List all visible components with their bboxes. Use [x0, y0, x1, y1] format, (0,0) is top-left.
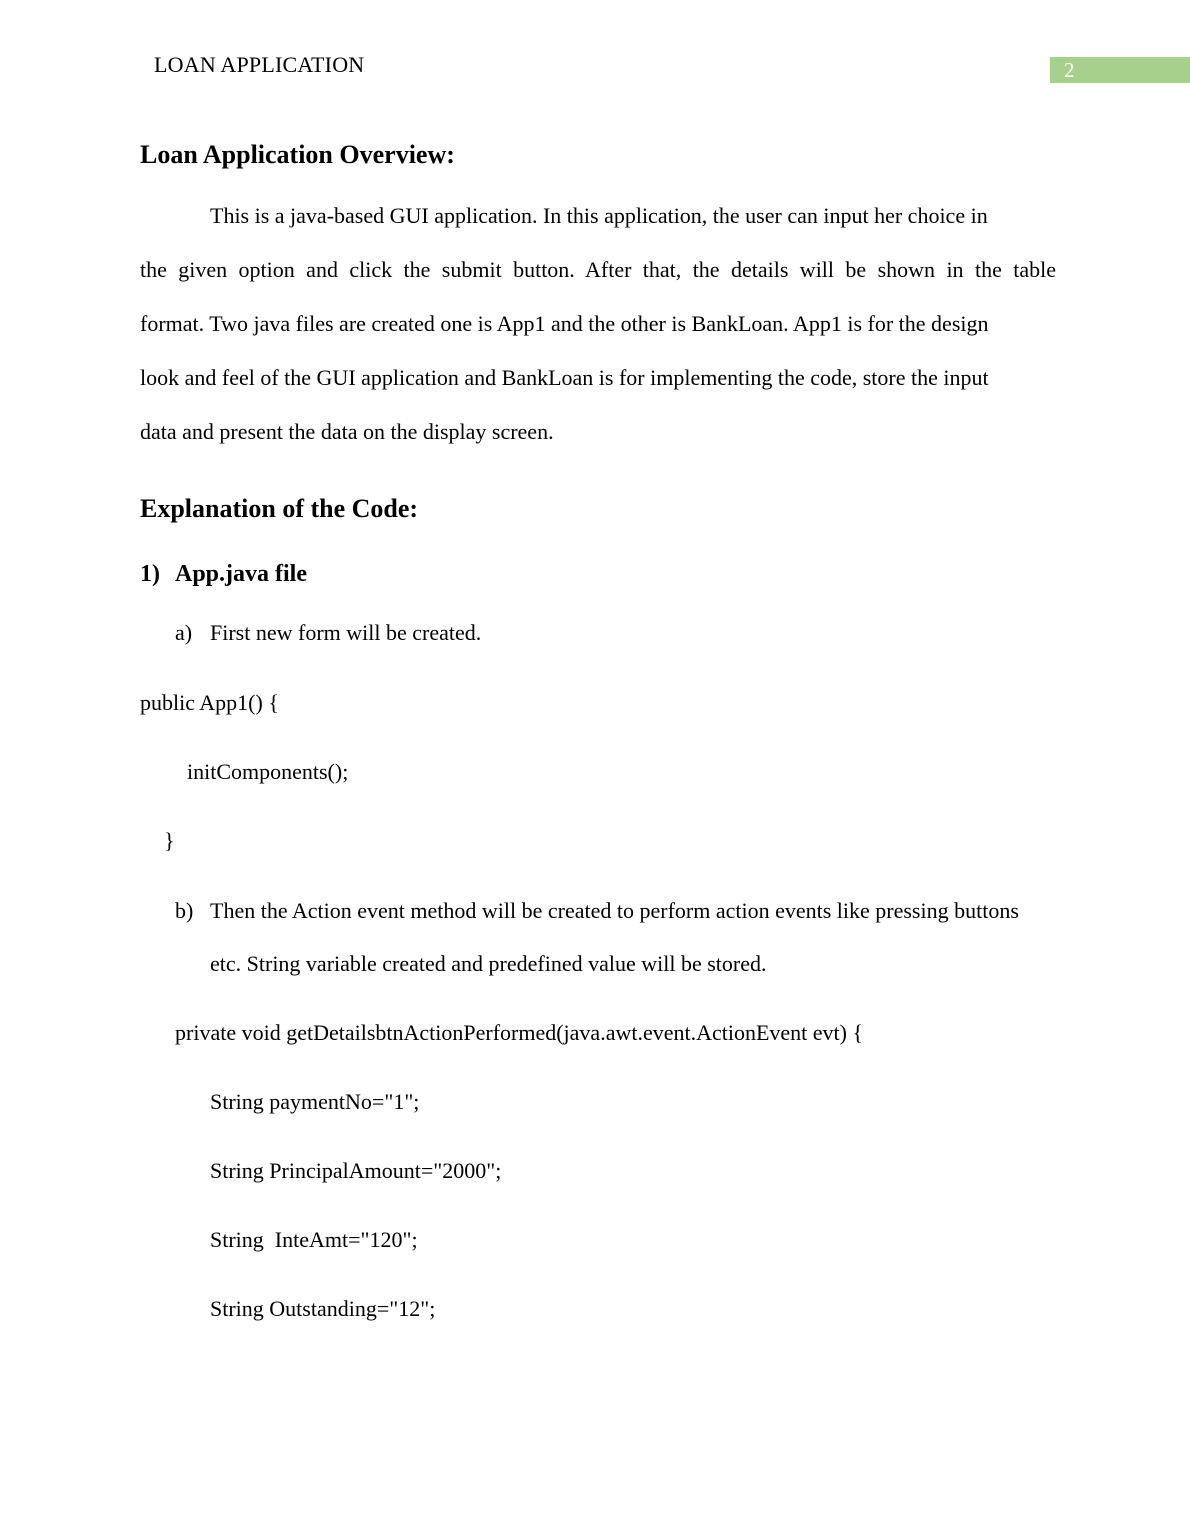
code-line: String PrincipalAmount="2000"; [210, 1158, 502, 1183]
code-line: } [164, 828, 175, 853]
overview-line-4: look and feel of the GUI application and BankLoan is for implementing the code, store the input [140, 365, 989, 390]
section-title: App.java file [175, 561, 307, 587]
page-number-badge [1050, 57, 1190, 83]
section-number: 1) [140, 561, 160, 587]
code-line: String InteAmt="120"; [210, 1227, 418, 1252]
code-line: initComponents(); [187, 759, 349, 784]
code-line: public App1() { [140, 690, 279, 715]
list-marker-a: a) [175, 620, 193, 645]
list-item-b-line-1: Then the Action event method will be created to perform action events like pressing buttons [210, 898, 1019, 923]
list-item-b-line-2: etc. String variable created and predefined value will be stored. [210, 951, 767, 976]
running-head: LOAN APPLICATION [154, 52, 365, 77]
list-item-a: First new form will be created. [210, 620, 482, 645]
page-number: 2 [1064, 58, 1075, 82]
overview-heading: Loan Application Overview: [140, 140, 455, 169]
code-line: String paymentNo="1"; [210, 1089, 420, 1114]
code-line: private void getDetailsbtnActionPerformed(java.awt.event.ActionEvent evt) { [175, 1020, 864, 1045]
explanation-heading: Explanation of the Code: [140, 494, 419, 523]
overview-line-2: the given option and click the submit button. After that, the details will be shown in the table [140, 257, 1056, 282]
overview-line-1: This is a java-based GUI application. In this application, the user can input her choice in [210, 203, 988, 228]
code-line: String Outstanding="12"; [210, 1296, 436, 1321]
list-marker-b: b) [175, 898, 194, 923]
overview-line-3: format. Two java files are created one is App1 and the other is BankLoan. App1 is for the design [140, 311, 989, 336]
overview-line-5: data and present the data on the display screen. [140, 419, 554, 444]
